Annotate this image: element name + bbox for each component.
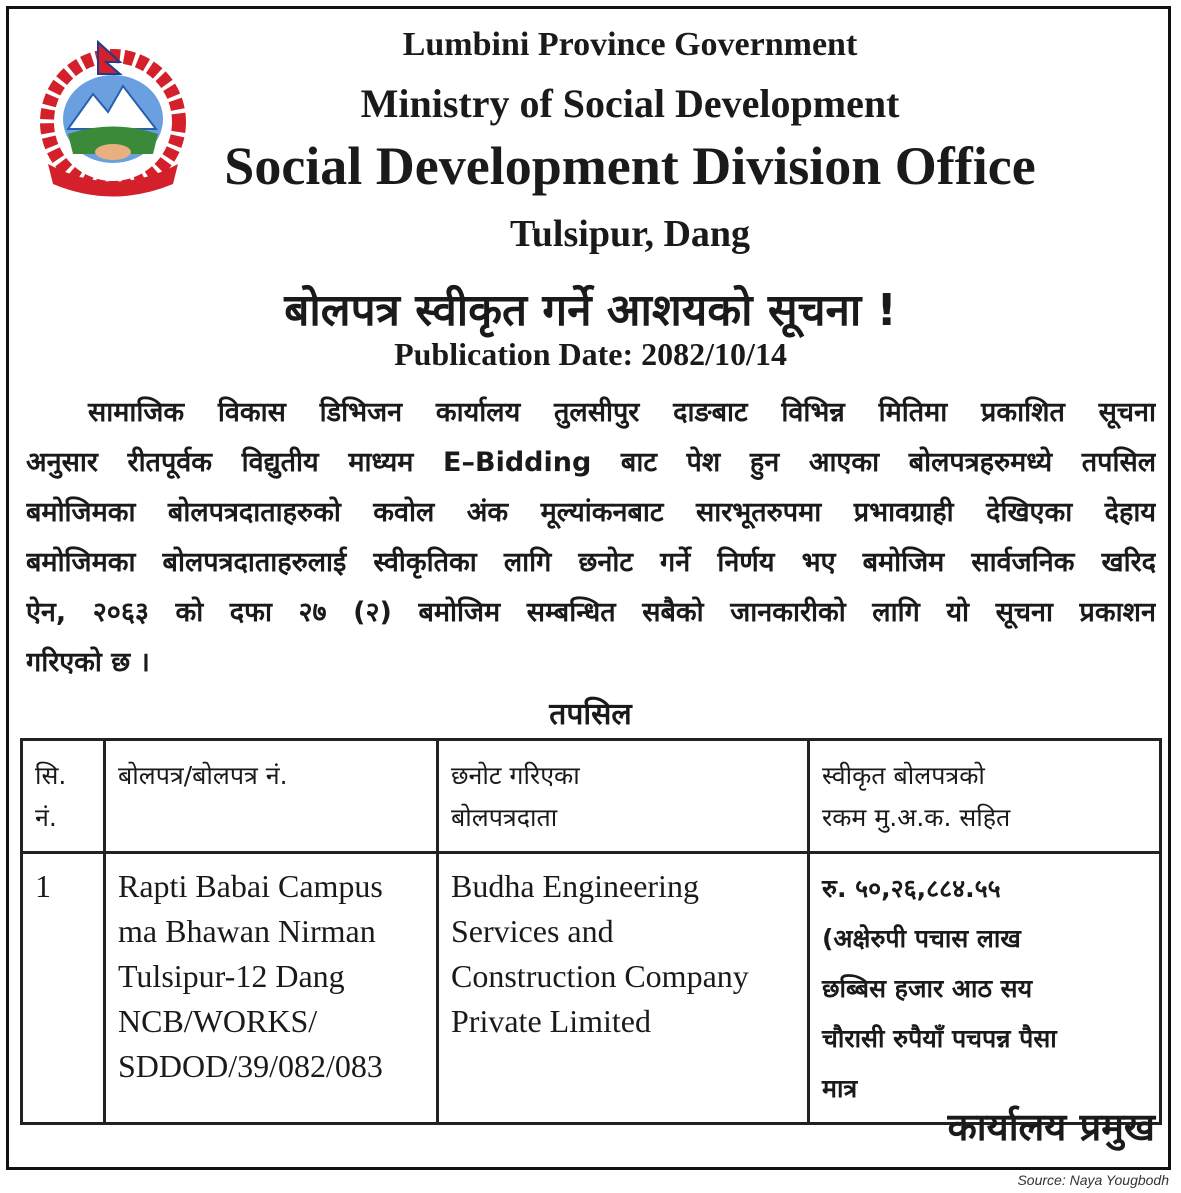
- cell-text: Private Limited: [451, 1003, 651, 1039]
- header-bid: [105, 740, 438, 853]
- table-row: [22, 853, 1161, 1124]
- header-office: Social Development Division Office: [224, 136, 1036, 196]
- cell-text: Construction Company: [451, 958, 749, 994]
- cell-text: चौरासी रुपैयाँ पचपन्न पैसा: [822, 1024, 1057, 1053]
- body-line: गरिएको छ ।: [26, 647, 150, 678]
- publication-date: Publication Date: 2082/10/14: [394, 336, 787, 372]
- header-text: बोलपत्रदाता: [451, 803, 558, 832]
- cell-text: (अक्षेरुपी पचास लाख: [822, 924, 1021, 953]
- header-text: छनोट गरिएका: [451, 761, 580, 790]
- cell-text: Tulsipur-12 Dang: [118, 958, 345, 994]
- header-serial: [22, 740, 105, 853]
- body-line: बमोजिमका बोलपत्रदाताहरुको कवोल अंक मूल्यांकनबाट सारभूतरुपमा प्रभावग्राही देखिएका देहाय: [26, 497, 1156, 528]
- cell-text: छब्बिस हजार आठ सय: [822, 974, 1033, 1003]
- header-text: सि.: [35, 761, 67, 790]
- schedule-heading: तपसिल: [549, 697, 632, 732]
- cell-text: मात्र: [822, 1074, 858, 1103]
- cell-bidder: [438, 853, 809, 1124]
- schedule-table: [20, 738, 1162, 1125]
- body-line: अनुसार रीतपूर्वक विद्युतीय माध्यम E–Bidding बाट पेश हुन आएका बोलपत्रहरुमध्ये तपसिल: [26, 447, 1156, 478]
- cell-text: SDDOD/39/082/083: [118, 1048, 383, 1084]
- cell-text: रु. ५०,२६,८८४.५५: [822, 874, 1001, 903]
- source-credit: Source: Naya Yougbodh: [1017, 1172, 1169, 1188]
- header-text: बोलपत्र/बोलपत्र नं.: [118, 761, 288, 790]
- notice-title: बोलपत्र स्वीकृत गर्ने आशयको सूचना !: [284, 285, 897, 336]
- cell-text: Services and: [451, 913, 614, 949]
- cell-serial: 1: [22, 853, 105, 1124]
- office-chief-signature: कार्यालय प्रमुख: [947, 1105, 1155, 1149]
- cell-amount: [809, 853, 1161, 1124]
- cell-text: NCB/WORKS/: [118, 1003, 318, 1039]
- cell-text: ma Bhawan Nirman: [118, 913, 376, 949]
- body-line: सामाजिक विकास डिभिजन कार्यालय तुलसीपुर दाङबाट विभिन्न मितिमा प्रकाशित सूचना: [88, 397, 1156, 428]
- header-ministry: Ministry of Social Development: [360, 81, 900, 126]
- header-bidder: [438, 740, 809, 853]
- header-text: नं.: [35, 803, 57, 832]
- body-line: बमोजिमका बोलपत्रदाताहरुलाई स्वीकृतिका लागि छनोट गर्ने निर्णय भए बमोजिम सार्वजनिक खरिद: [26, 547, 1156, 578]
- cell-bid: [105, 853, 438, 1124]
- table-header-row: [22, 740, 1161, 853]
- cell-text: Rapti Babai Campus: [118, 868, 383, 904]
- body-line: ऐन, २०६३ को दफा २७ (२) बमोजिम सम्बन्धित सबैको जानकारीको लागि यो सूचना प्रकाशन: [26, 597, 1156, 628]
- header-amount: [809, 740, 1161, 853]
- notice-body: [26, 393, 1156, 693]
- header-text: रकम मु.अ.क. सहित: [822, 803, 1011, 832]
- header-text: स्वीकृत बोलपत्रको: [822, 761, 985, 790]
- cell-text: Budha Engineering: [451, 868, 699, 904]
- header-government: Lumbini Province Government: [402, 26, 858, 63]
- header-location: Tulsipur, Dang: [509, 213, 751, 255]
